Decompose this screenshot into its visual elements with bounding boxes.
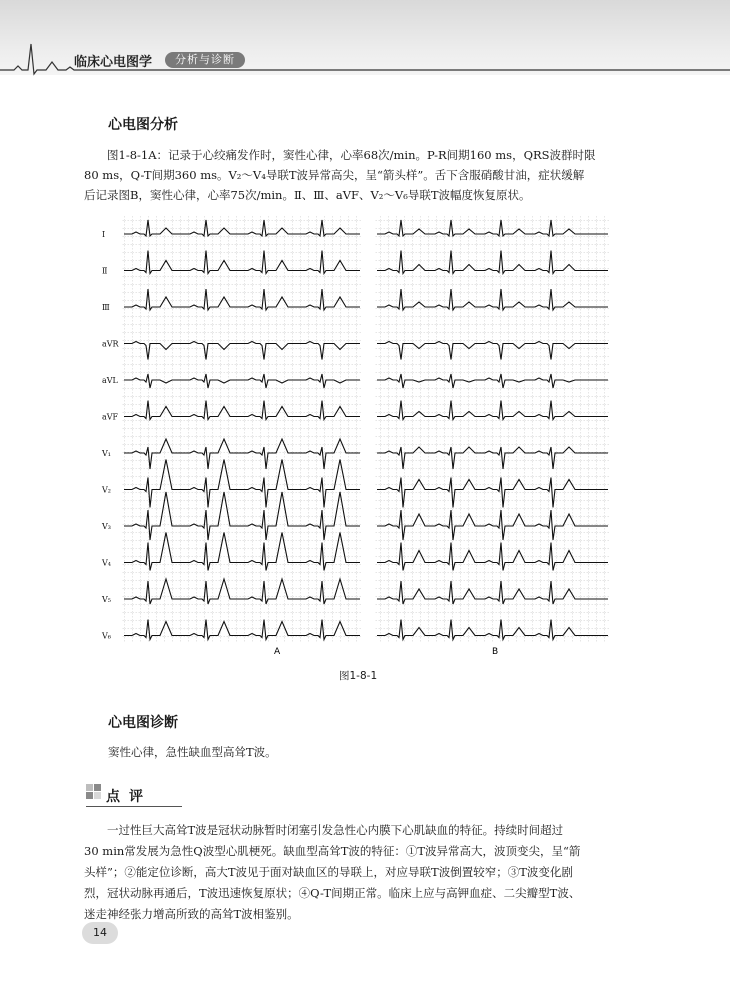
lead-label: aVR	[102, 339, 119, 349]
book-title: 临床心电图学	[74, 55, 153, 70]
lead-label: aVF	[102, 412, 119, 422]
ecg-figure	[100, 212, 620, 662]
lead-label: Ⅰ	[102, 230, 106, 239]
diagnosis-title: 心电图诊断	[108, 715, 178, 731]
comment-line: 迷走神经张力增高所致的高耸T波相鉴别。	[84, 907, 299, 921]
lead-label: V₂	[102, 485, 111, 495]
analysis-line: 后记录图B，窦性心律，心率75次/min。Ⅱ、Ⅲ、aVF、V₂～V₆导联T波幅度恢复原状。	[84, 188, 531, 202]
lead-label: aVL	[102, 376, 118, 385]
ecg-grid-a	[122, 216, 362, 642]
comment-line: 一过性巨大高耸T波是冠状动脉暂时闭塞引发急性心内膜下心肌缺血的特征。持续时间超过	[107, 823, 564, 837]
analysis-line: 80 ms，Q-T间期360 ms。V₂～V₄导联T波异常高尖，呈“箭头样”。舌下含服硝酸甘油，症状缓解	[84, 168, 585, 182]
analysis-paragraph	[84, 145, 636, 205]
comment-line: 头样”；②能定位诊断，高大T波见于面对缺血区的导联上，对应导联T波倒置较窄；③T波变化剧	[84, 865, 573, 879]
page-number: 14	[82, 922, 118, 944]
page-header	[0, 0, 730, 75]
lead-label: Ⅲ	[102, 303, 110, 312]
lead-label: V₄	[102, 558, 111, 568]
lead-label: V₃	[102, 522, 111, 531]
analysis-title: 心电图分析	[108, 117, 178, 133]
comment-paragraph	[84, 820, 636, 925]
ecg-grid-b	[375, 216, 610, 642]
panel-label-b: B	[492, 647, 499, 657]
analysis-line: 图1-8-1A：记录于心绞痛发作时，窦性心律，心率68次/min。P-R间期160 ms，QRS波群时限	[107, 148, 596, 162]
comment-line: 30 min常发展为急性Q波型心肌梗死。缺血型高耸T波的特征：①T波异常高大，波顶变尖，呈“箭	[84, 844, 581, 858]
comment-heading	[86, 784, 186, 808]
comment-rule	[86, 806, 182, 807]
comment-line: 烈，冠状动脉再通后，T波迅速恢复原状；④Q-T间期正常。临床上应与高钾血症、二尖瓣型T波、	[84, 886, 581, 900]
figure-caption: 图1-8-1	[339, 670, 378, 682]
square-bullet-icon	[86, 784, 102, 800]
panel-label-a: A	[274, 647, 281, 657]
book-subtitle-badge: 分析与诊断	[165, 52, 245, 68]
comment-title: 点评	[106, 789, 152, 805]
lead-label: V₆	[102, 631, 111, 641]
lead-label: V₅	[102, 595, 111, 604]
lead-label: Ⅱ	[102, 266, 108, 276]
lead-label: V₁	[102, 449, 111, 458]
diagnosis-text: 窦性心律，急性缺血型高耸T波。	[108, 745, 277, 759]
